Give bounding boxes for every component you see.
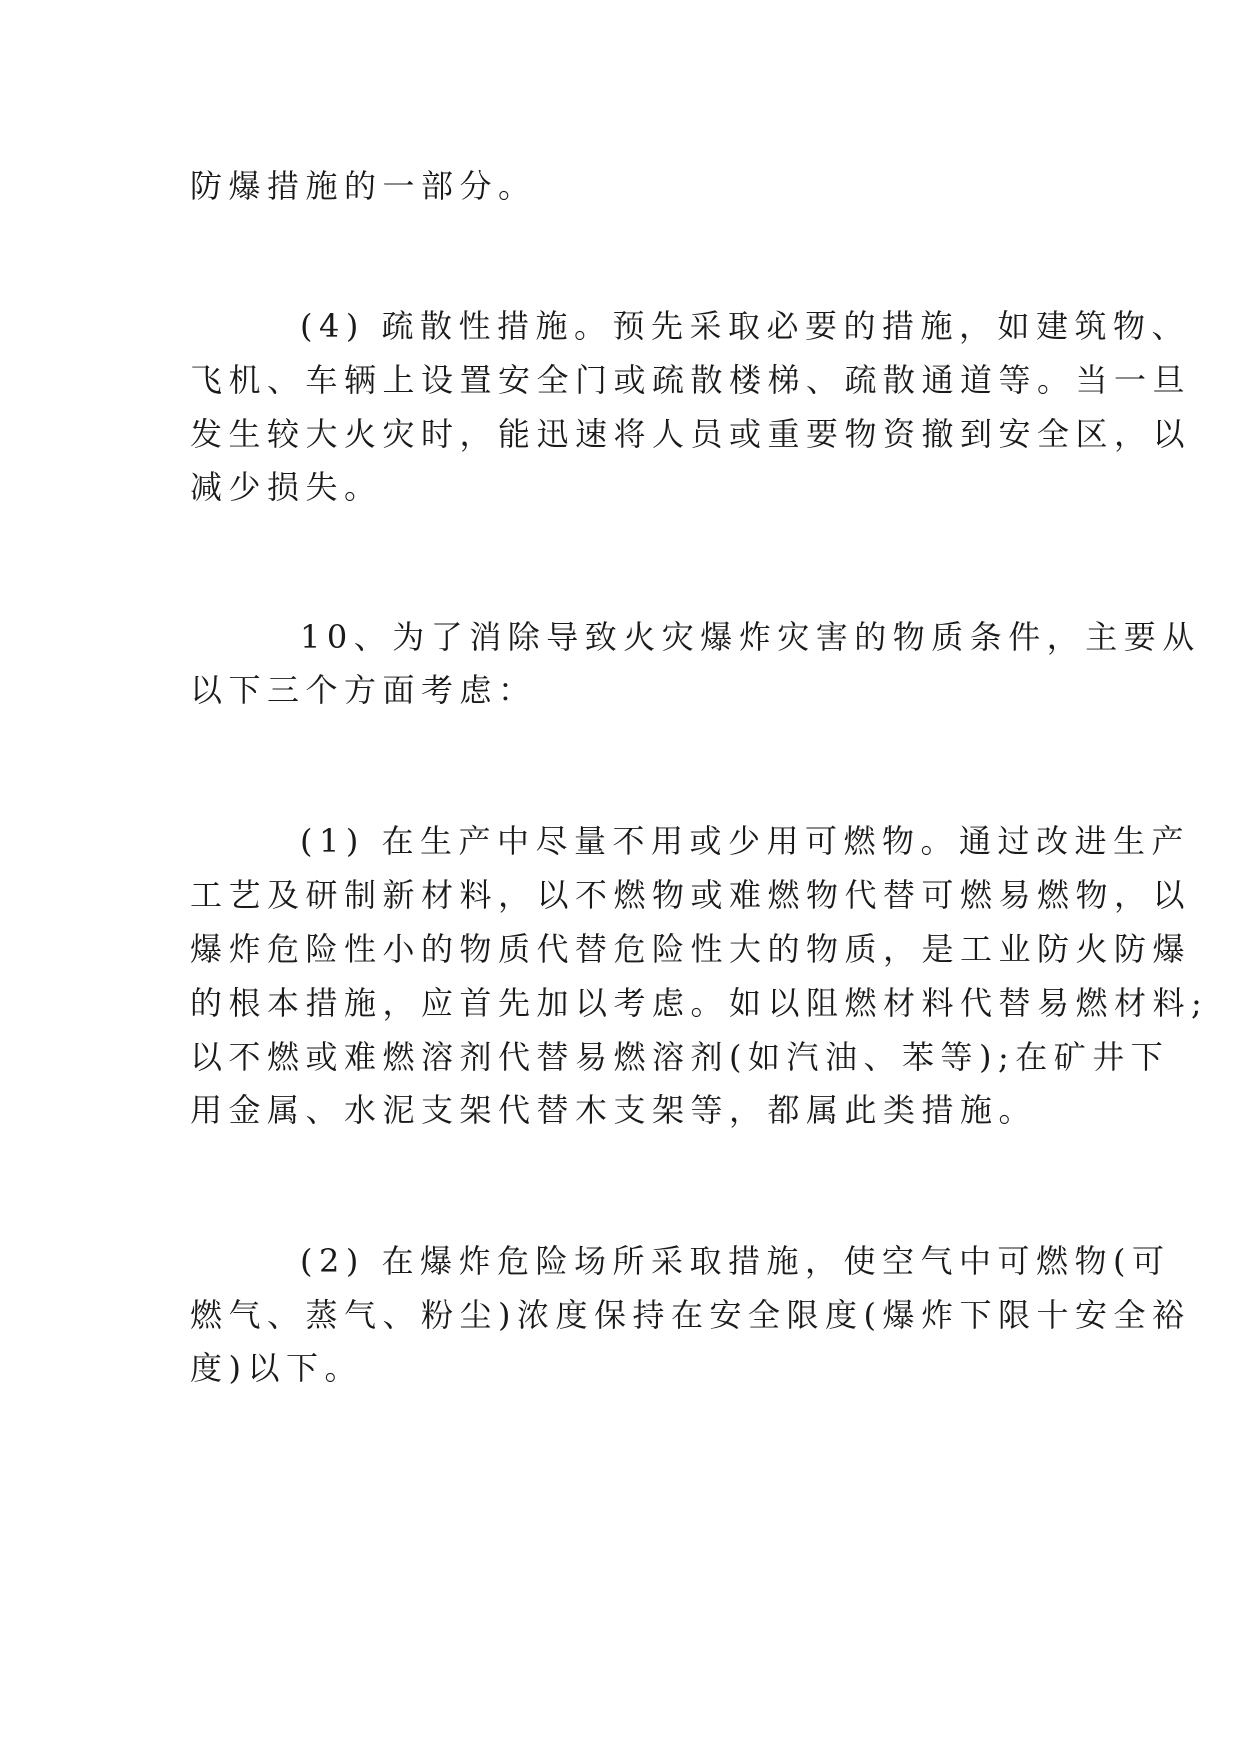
paragraph-line: 以不燃或难燃溶剂代替易燃溶剂(如汽油、苯等);在矿井下 — [190, 1038, 1170, 1076]
paragraph-line: (1) 在生产中尽量不用或少用可燃物。通过改进生产 — [300, 822, 1191, 860]
paragraph-line: (4) 疏散性措施。预先采取必要的措施，如建筑物、 — [300, 307, 1191, 345]
paragraph-line: 工艺及研制新材料，以不燃物或难燃物代替可燃易燃物，以 — [190, 876, 1192, 914]
paragraph-line: 用金属、水泥支架代替木支架等，都属此类措施。 — [190, 1091, 1038, 1129]
paragraph-line: 燃气、蒸气、粉尘)浓度保持在安全限度(爆炸下限十安全裕 — [190, 1296, 1191, 1334]
paragraph-line: 度)以下。 — [190, 1349, 363, 1387]
section-heading-line: 以下三个方面考虑： — [190, 671, 537, 709]
paragraph-line: 减少损失。 — [190, 468, 383, 506]
paragraph-line: (2) 在爆炸危险场所采取措施，使空气中可燃物(可 — [300, 1242, 1171, 1280]
paragraph-line: 爆炸危险性小的物质代替危险性大的物质，是工业防火防爆 — [190, 930, 1192, 968]
paragraph-line: 的根本措施，应首先加以考虑。如以阻燃材料代替易燃材料; — [190, 984, 1209, 1022]
section-heading-line: 10、为了消除导致火灾爆炸灾害的物质条件，主要从 — [300, 618, 1201, 656]
paragraph-line: 发生较大火灾时，能迅速将人员或重要物资撤到安全区，以 — [190, 415, 1192, 453]
paragraph-line: 防爆措施的一部分。 — [190, 167, 537, 205]
paragraph-line: 飞机、车辆上设置安全门或疏散楼梯、疏散通道等。当一旦 — [190, 361, 1192, 399]
